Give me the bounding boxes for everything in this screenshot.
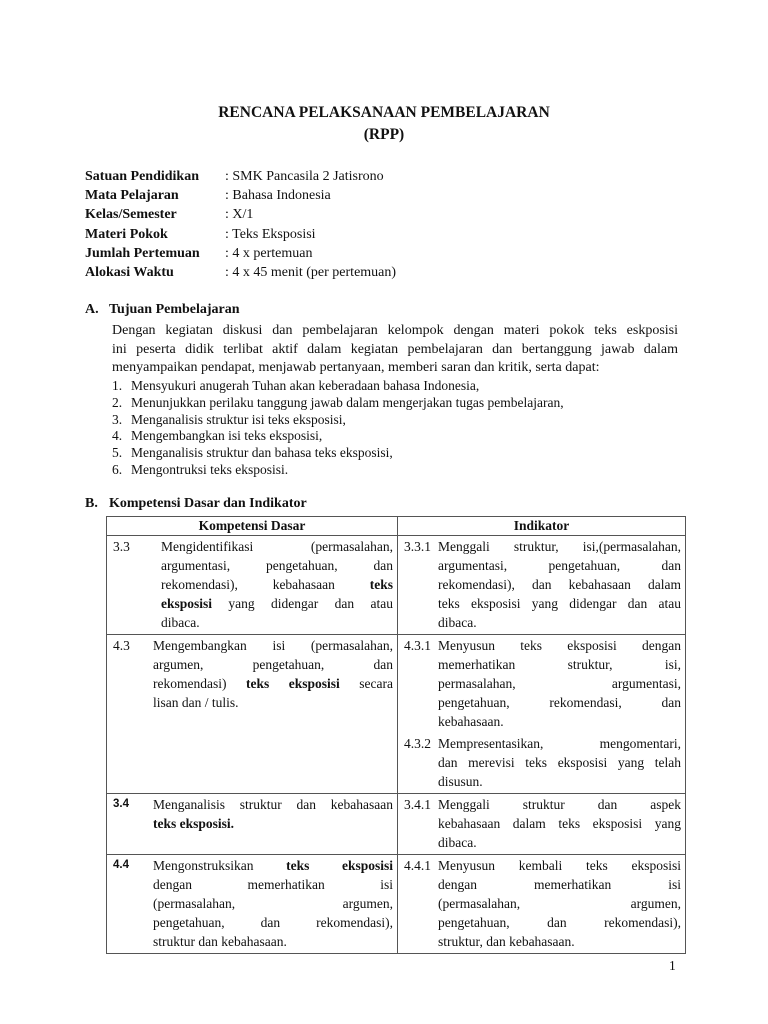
page-number: 1 — [669, 958, 676, 973]
section-title: Kompetensi Dasar dan Indikator — [109, 496, 307, 511]
indikator-item — [398, 794, 685, 854]
kompetensi-cell — [107, 855, 398, 954]
indikator-line: Menggali struktur, isi,(permasalahan, — [438, 539, 681, 554]
indikator-cell — [398, 794, 686, 855]
identity-value: : Teks Eksposisi — [225, 226, 316, 242]
indikator-cell — [398, 635, 686, 794]
kompetensi-line: rekomendasi), kebahasaan teks — [161, 577, 393, 592]
indikator-line: dan merevisi teks eksposisi yang telah — [438, 755, 681, 770]
table-row — [107, 794, 686, 855]
kompetensi-line: rekomendasi) teks eksposisi secara — [153, 676, 393, 691]
indikator-line: rekomendasi), dan kebahasaan dalam — [438, 577, 681, 592]
section-title: Tujuan Pembelajaran — [109, 302, 240, 317]
indikator-item — [398, 635, 685, 733]
indikator-number: 3.3.1 — [404, 539, 431, 554]
indikator-number: 4.4.1 — [404, 858, 431, 873]
identity-label: Alokasi Waktu — [85, 264, 174, 280]
indikator-number: 4.3.1 — [404, 638, 431, 653]
kompetensi-line: (permasalahan, argumen, — [153, 896, 393, 911]
list-text: Mensyukuri anugerah Tuhan akan keberadaan bahasa Indonesia, — [131, 378, 480, 393]
list-item — [112, 428, 564, 445]
kompetensi-cell — [107, 536, 398, 635]
indikator-line: dengan memerhatikan isi — [438, 877, 681, 892]
kompetensi-number: 4.3 — [113, 638, 130, 653]
indikator-number: 4.3.2 — [404, 736, 431, 751]
identity-label: Jumlah Pertemuan — [85, 245, 200, 261]
indikator-line: dibaca. — [438, 835, 477, 850]
table-row — [107, 855, 686, 954]
document-subtitle: (RPP) — [363, 126, 405, 143]
identity-block — [85, 167, 396, 282]
indikator-item — [398, 536, 685, 634]
section-letter: A. — [85, 302, 99, 317]
table-row — [107, 536, 686, 635]
identity-row — [85, 225, 396, 244]
section-a-heading — [85, 302, 240, 318]
identity-label: Materi Pokok — [85, 226, 168, 242]
objective-paragraph — [112, 322, 678, 378]
table-header-row — [107, 517, 686, 536]
list-number: 2. — [112, 394, 123, 410]
objective-list — [112, 378, 564, 479]
document-title: RENCANA PELAKSANAAN PEMBELAJARAN — [218, 104, 550, 121]
identity-row — [85, 244, 396, 263]
indikator-line: kebahasaan. — [438, 714, 504, 729]
indikator-line: Mempresentasikan, mengomentari, — [438, 736, 681, 751]
list-number: 4. — [112, 428, 123, 444]
list-item — [112, 395, 564, 412]
list-number: 3. — [112, 411, 123, 427]
identity-label: Satuan Pendidikan — [85, 169, 199, 184]
identity-value: : SMK Pancasila 2 Jatisrono — [225, 169, 384, 184]
kompetensi-line: dengan memerhatikan isi — [153, 877, 393, 892]
identity-label: Kelas/Semester — [85, 207, 177, 223]
identity-row — [85, 205, 396, 224]
section-letter: B. — [85, 496, 98, 511]
indikator-line: dibaca. — [438, 615, 477, 630]
kompetensi-number: 3.4 — [113, 798, 129, 810]
identity-row — [85, 167, 396, 186]
kompetensi-line: Mengembangkan isi (permasalahan, — [153, 638, 393, 653]
indikator-line: Menyusun teks eksposisi dengan — [438, 638, 681, 653]
identity-value: : 4 x 45 menit (per pertemuan) — [225, 264, 397, 280]
kompetensi-line: argumen, pengetahuan, dan — [153, 657, 393, 672]
section-b-heading — [85, 496, 307, 512]
kompetensi-line: Mengidentifikasi (permasalahan, — [161, 539, 393, 554]
competency-table — [106, 516, 686, 954]
column-header-kompetensi: Kompetensi Dasar — [107, 517, 398, 536]
kompetensi-number: 4.4 — [113, 859, 129, 871]
indikator-line: (permasalahan, argumen, — [438, 896, 681, 911]
indikator-line: permasalahan, argumentasi, — [438, 676, 681, 691]
kompetensi-line: Mengonstruksikan teks eksposisi — [153, 858, 393, 873]
indikator-cell — [398, 855, 686, 954]
kompetensi-line: dibaca. — [161, 615, 200, 630]
indikator-line: kebahasaan dalam teks eksposisi yang — [438, 816, 681, 831]
kompetensi-line: argumentasi, pengetahuan, dan — [161, 558, 393, 573]
list-number: 1. — [112, 378, 123, 393]
column-header-indikator: Indikator — [398, 517, 686, 536]
list-item — [112, 412, 564, 429]
indikator-item — [398, 733, 685, 793]
kompetensi-cell — [107, 635, 398, 794]
list-text: Menganalisis struktur dan bahasa teks eksposisi, — [131, 445, 393, 461]
indikator-line: pengetahuan, dan rekomendasi), — [438, 915, 681, 930]
kompetensi-line: Menganalisis struktur dan kebahasaan — [153, 797, 393, 812]
list-item — [112, 462, 564, 479]
indikator-line: struktur, dan kebahasaan. — [438, 934, 575, 949]
indikator-line: disusun. — [438, 774, 483, 789]
indikator-line: Menyusun kembali teks eksposisi — [438, 858, 681, 873]
list-item — [112, 378, 564, 395]
paragraph-line: menyampaikan pendapat, menjawab pertanyaan, memberi saran dan kritik, serta dapat: — [112, 360, 600, 375]
indikator-number: 3.4.1 — [404, 797, 431, 812]
list-number: 6. — [112, 461, 123, 477]
list-item — [112, 445, 564, 462]
list-text: Mengembangkan isi teks eksposisi, — [131, 428, 323, 444]
paragraph-line: Dengan kegiatan diskusi dan pembelajaran kelompok dengan materi pokok teks eskposisi — [112, 323, 678, 338]
indikator-line: teks eksposisi yang didengar dan atau — [438, 596, 681, 611]
kompetensi-line: teks eksposisi. — [153, 816, 235, 831]
table-body — [107, 536, 686, 954]
identity-row — [85, 263, 396, 282]
kompetensi-line: struktur dan kebahasaan. — [153, 934, 287, 949]
list-text: Mengontruksi teks eksposisi. — [131, 461, 289, 477]
indikator-item — [398, 855, 685, 953]
identity-label: Mata Pelajaran — [85, 188, 179, 204]
table-row — [107, 635, 686, 794]
indikator-cell — [398, 536, 686, 635]
kompetensi-line: pengetahuan, dan rekomendasi), — [153, 915, 393, 930]
list-text: Menganalisis struktur isi teks eksposisi, — [131, 411, 346, 427]
list-text: Menunjukkan perilaku tanggung jawab dalam mengerjakan tugas pembelajaran, — [131, 394, 564, 410]
kompetensi-number: 3.3 — [113, 539, 130, 554]
indikator-line: pengetahuan, rekomendasi, dan — [438, 695, 681, 710]
identity-row — [85, 186, 396, 205]
kompetensi-cell — [107, 794, 398, 855]
indikator-line: Menggali struktur dan aspek — [438, 797, 681, 812]
paragraph-line: ini peserta didik terlibat aktif dalam kegiatan pembelajaran dan bertanggung jawab dalam — [112, 341, 678, 357]
kompetensi-line: eksposisi yang didengar dan atau — [161, 596, 393, 611]
indikator-line: memerhatikan struktur, isi, — [438, 657, 681, 672]
list-number: 5. — [112, 445, 123, 461]
identity-value: : 4 x pertemuan — [225, 245, 313, 261]
identity-value: : Bahasa Indonesia — [225, 188, 331, 204]
identity-value: : X/1 — [225, 207, 254, 223]
indikator-line: argumentasi, pengetahuan, dan — [438, 558, 681, 573]
kompetensi-line: lisan dan / tulis. — [153, 695, 239, 710]
